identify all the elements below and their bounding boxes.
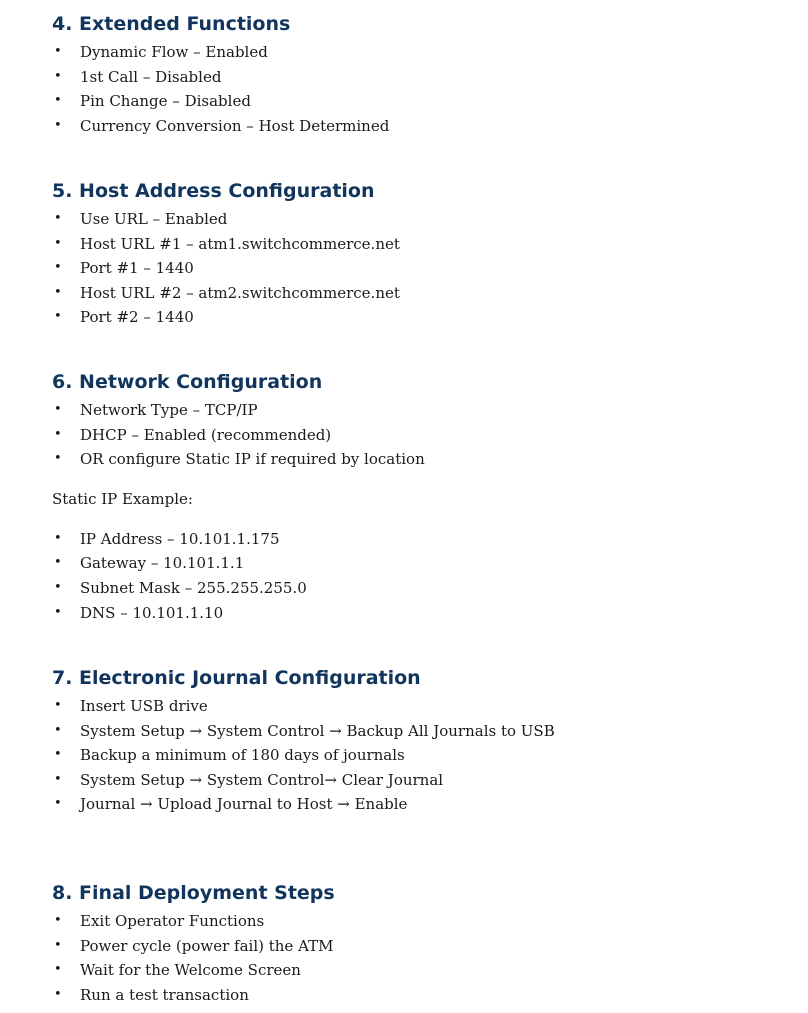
bullet-icon: • — [54, 962, 62, 978]
list-item-text: Port #1 – 1440 — [80, 259, 194, 278]
section-host-address-configuration — [52, 179, 772, 330]
section-extended-functions — [52, 12, 772, 138]
list-item-text: Subnet Mask – 255.255.255.0 — [80, 578, 307, 597]
bullet-icon: • — [54, 211, 62, 226]
bullet-icon: • — [54, 604, 62, 620]
list-item-text: System Setup → System Control → Backup All Journals to USB — [80, 721, 555, 740]
list-item-text: Journal → Upload Journal to Host → Enable — [80, 795, 408, 814]
section-final-deployment-steps — [52, 881, 772, 1007]
list-item-text: Currency Conversion – Host Determined — [80, 116, 390, 135]
bullet-icon: • — [54, 771, 62, 787]
list-item — [52, 958, 772, 983]
static-ip-example-label: Static IP Example: — [52, 489, 193, 508]
list-item-text: Use URL – Enabled — [80, 210, 228, 228]
bullet-icon: • — [54, 937, 62, 953]
bullet-list — [52, 398, 772, 472]
list-item-text: Insert USB drive — [80, 697, 208, 715]
list-item — [52, 207, 772, 232]
list-item-text: Power cycle (power fail) the ATM — [80, 936, 334, 955]
list-item-text: DNS – 10.101.1.10 — [80, 603, 224, 622]
list-item — [52, 256, 772, 281]
list-item — [52, 576, 772, 601]
list-item-text: Gateway – 10.101.1.1 — [80, 554, 245, 573]
bullet-icon: • — [54, 555, 62, 571]
list-item-text: Backup a minimum of 180 days of journals — [80, 746, 405, 765]
list-item-text: Pin Change – Disabled — [80, 92, 251, 111]
list-item — [52, 601, 772, 626]
list-item-text: DHCP – Enabled (recommended) — [80, 425, 332, 444]
list-item — [52, 934, 772, 959]
section-heading: 6. Network Configuration — [52, 371, 323, 393]
bullet-icon: • — [54, 747, 62, 763]
list-item-text: Network Type – TCP/IP — [80, 401, 258, 419]
bullet-icon: • — [54, 117, 62, 133]
bullet-icon: • — [54, 698, 62, 713]
bullet-icon: • — [54, 722, 62, 738]
bullet-icon: • — [54, 579, 62, 595]
list-item-text: Wait for the Welcome Screen — [80, 961, 301, 980]
list-item — [52, 423, 772, 448]
section-heading: 4. Extended Functions — [52, 13, 291, 35]
list-item-text: OR configure Static IP if required by location — [80, 450, 425, 469]
list-item — [52, 909, 772, 934]
bullet-icon: • — [54, 796, 62, 812]
list-item — [52, 983, 772, 1008]
list-item — [52, 447, 772, 472]
list-item — [52, 232, 772, 257]
bullet-list — [52, 207, 772, 330]
bullet-icon: • — [54, 986, 62, 1002]
list-item — [52, 527, 772, 552]
list-item — [52, 89, 772, 114]
list-item — [52, 65, 772, 90]
bullet-list — [52, 909, 772, 1007]
list-item-text: 1st Call – Disabled — [80, 67, 222, 86]
bullet-icon: • — [54, 451, 62, 467]
bullet-icon: • — [54, 44, 62, 59]
bullet-icon: • — [54, 260, 62, 276]
list-item — [52, 719, 772, 744]
section-heading: 7. Electronic Journal Configuration — [52, 667, 421, 689]
list-item — [52, 743, 772, 768]
list-item-text: Host URL #2 – atm2.switchcommerce.net — [80, 283, 400, 302]
list-item-text: Host URL #1 – atm1.switchcommerce.net — [80, 234, 400, 253]
list-item — [52, 551, 772, 576]
list-item-text: IP Address – 10.101.1.175 — [80, 529, 280, 548]
bullet-icon: • — [54, 93, 62, 109]
section-electronic-journal-configuration — [52, 666, 772, 817]
list-item-text: Port #2 – 1440 — [80, 308, 194, 327]
bullet-icon: • — [54, 402, 62, 417]
list-item — [52, 398, 772, 423]
list-item-text: System Setup → System Control→ Clear Journal — [80, 770, 444, 789]
bullet-icon: • — [54, 68, 62, 84]
static-ip-list — [52, 527, 772, 625]
bullet-icon: • — [54, 913, 62, 928]
list-item-text: Dynamic Flow – Enabled — [80, 43, 268, 61]
bullet-icon: • — [54, 235, 62, 251]
list-item — [52, 694, 772, 719]
bullet-list — [52, 694, 772, 817]
section-heading: 8. Final Deployment Steps — [52, 882, 335, 904]
list-item — [52, 792, 772, 817]
list-item — [52, 768, 772, 793]
list-item — [52, 281, 772, 306]
list-item — [52, 305, 772, 330]
list-item-text: Run a test transaction — [80, 985, 249, 1004]
bullet-list — [52, 40, 772, 138]
list-item-text: Exit Operator Functions — [80, 912, 265, 930]
section-network-configuration — [52, 370, 772, 625]
list-item — [52, 40, 772, 65]
bullet-icon: • — [54, 309, 62, 325]
list-item — [52, 114, 772, 139]
bullet-icon: • — [54, 530, 62, 546]
bullet-icon: • — [54, 284, 62, 300]
bullet-icon: • — [54, 426, 62, 442]
section-heading: 5. Host Address Configuration — [52, 180, 375, 202]
